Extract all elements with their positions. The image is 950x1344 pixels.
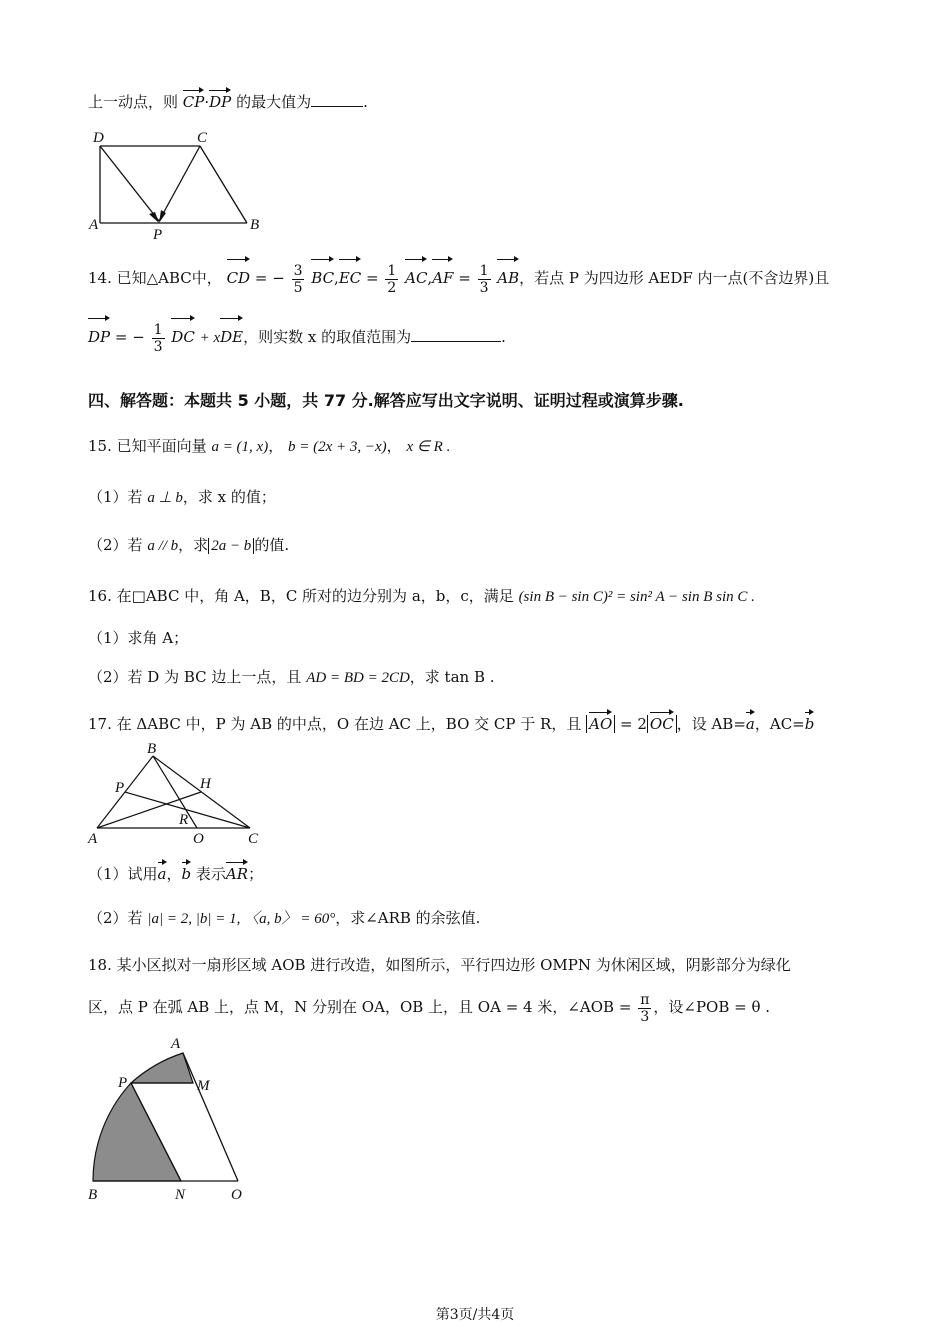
label-c: C: [197, 130, 208, 146]
q15-p2-expr: 2a − b: [208, 538, 254, 554]
frac-num: 1: [153, 321, 163, 338]
q17-text: 在 ΔABC 中，P 为 AB 的中点，O 在边 AC 上，BO 交 CP 于 R，且: [116, 715, 582, 733]
frac-den: 3: [479, 279, 489, 296]
figure-trapezoid: [85, 128, 270, 243]
q15-p2-ask-pre: ，求: [178, 536, 209, 554]
q14-plus: + x: [199, 330, 221, 346]
frac-den: 2: [387, 279, 397, 296]
label-n: N: [175, 1187, 186, 1203]
q17-p1-end: ；: [248, 865, 264, 883]
label-d: D: [93, 130, 104, 146]
frac-pi-3: [638, 992, 651, 1025]
q13-end: .: [363, 93, 368, 111]
page-number: 第3页/共4页: [435, 1307, 515, 1323]
q16-formula: (sin B − sin C)² = sin² A − sin B sin C .: [518, 589, 755, 605]
label-c: C: [248, 831, 259, 847]
q17-part1: [88, 860, 263, 884]
q16-number: 16.: [88, 587, 112, 605]
label-p: P: [153, 227, 163, 243]
label-o: O: [231, 1187, 242, 1203]
q15-a-def: a = (1, x): [211, 439, 269, 455]
q15-p2-ask-post: 的值.: [254, 536, 290, 554]
vector-ao: AO: [589, 710, 612, 734]
q17-part2: [88, 908, 480, 929]
label-m: M: [197, 1078, 210, 1094]
label-a: A: [88, 831, 98, 847]
label-p: P: [118, 1075, 128, 1091]
frac-1-3: [478, 263, 491, 296]
vector-b: b: [182, 860, 192, 884]
answer-blank[interactable]: [311, 92, 363, 107]
q13-suffix: 的最大值为: [236, 93, 312, 111]
q14-eq4: = −: [114, 328, 145, 346]
q16-text: 在□ABC 中，角 A，B，C 所对的边分别为 a，b，c，满足: [116, 587, 514, 605]
q14-cond: ，若点 P 为四边形 AEDF 内一点(不含边界)且: [519, 269, 830, 287]
q18-line2: [88, 990, 770, 1025]
vector-ac: AC: [405, 257, 427, 295]
q14-intro: 已知△ABC中，: [116, 269, 222, 287]
q16-p2-formula: AD = BD = 2CD: [306, 670, 410, 686]
q17-comma: ，AC=: [754, 715, 805, 733]
q18-number: 18.: [88, 956, 112, 974]
frac-3-5: [292, 263, 305, 296]
q14-line2: [88, 316, 506, 355]
figure-sector-aob: [85, 1030, 260, 1210]
q15-p2-label: （2）若: [88, 536, 143, 554]
answer-blank[interactable]: [411, 327, 501, 342]
vector-ar: AR: [226, 860, 248, 884]
label-r: R: [179, 812, 189, 828]
q17-p1-pre: （1）试用: [88, 865, 158, 883]
label-b: B: [88, 1187, 98, 1203]
q14-ask: ，则实数 x 的取值范围为: [243, 328, 412, 346]
vector-a: a: [746, 710, 755, 734]
q15-stem: 15. 已知平面向量 a = (1, x)， b = (2x + 3, −x)， x ∈ R .: [88, 437, 451, 455]
frac-num: π: [640, 991, 650, 1008]
frac-1-3b: [152, 322, 165, 355]
vector-cp: CP: [183, 88, 205, 112]
vector-dp: DP: [88, 316, 110, 354]
q15-p1-ask: ，求 x 的值；: [182, 488, 276, 506]
q18-line1-text: 某小区拟对一扇形区域 AOB 进行改造，如图所示，平行四边形 OMPN 为休闲区域，阴影部分为绿化: [116, 956, 791, 974]
frac-num: 3: [293, 262, 303, 279]
vector-b: b: [805, 710, 815, 734]
q15-p1-cond: a ⊥ b: [147, 490, 183, 506]
frac-1-2: [385, 263, 398, 296]
q17-p1-sep: ，: [166, 865, 182, 883]
q15-p1-label: （1）若: [88, 488, 143, 506]
figure-triangle-abc: [85, 740, 275, 850]
q17-stem: [88, 710, 814, 734]
vector-de: DE: [220, 316, 243, 354]
q14-eq3: =: [458, 269, 471, 287]
label-b: B: [147, 741, 157, 757]
q13-tail-line: [88, 88, 368, 112]
label-o: O: [193, 831, 204, 847]
vector-oc: OC: [650, 710, 674, 734]
q18-line2-post: ，设∠POB = θ .: [653, 998, 771, 1016]
q15-p2-cond: a // b: [147, 538, 179, 554]
vector-ab: AB: [497, 257, 519, 295]
vector-ec: EC: [339, 257, 361, 295]
dot-operator: ·: [204, 93, 210, 111]
label-h: H: [200, 776, 211, 792]
q15-text: 已知平面向量: [116, 437, 207, 455]
frac-den: 3: [640, 1008, 650, 1025]
q17-number: 17.: [88, 715, 112, 733]
frac-num: 1: [479, 262, 489, 279]
q15-part1: [88, 487, 276, 508]
q15-number: 15.: [88, 437, 112, 455]
q17-p1-mid: 表示: [195, 865, 226, 883]
q16-part2: [88, 667, 495, 688]
q14-eq1: = −: [254, 269, 285, 287]
q17-mid: = 2: [620, 715, 647, 733]
vector-af: AF: [432, 257, 453, 295]
label-p: P: [115, 780, 125, 796]
vector-cd: CD: [227, 257, 251, 295]
q15-b-def: b = (2x + 3, −x): [288, 439, 387, 455]
vector-a: a: [158, 860, 167, 884]
vector-dc: DC: [171, 316, 195, 354]
q17-p2-pre: （2）若: [88, 909, 143, 927]
q17-p2-post: ，求∠ARB 的余弦值.: [335, 909, 481, 927]
q16-p2-pre: （2）若 D 为 BC 边上一点，且: [88, 668, 302, 686]
q16-stem: [88, 586, 755, 607]
q16-part1: （1）求角 A；: [88, 629, 189, 647]
label-b: B: [250, 217, 260, 233]
frac-den: 3: [153, 338, 163, 355]
frac-den: 5: [293, 279, 303, 296]
q14-number: 14.: [88, 269, 112, 287]
section-heading: 四、解答题：本题共 5 小题，共 77 分.解答应写出文字说明、证明过程或演算步骤.: [88, 391, 684, 410]
vector-dp: DP: [209, 88, 231, 112]
q14-line1: 14. 已知△ABC中， CD = − $\frac{3}{5}$ BC,EC = $\frac{1}{2}$ AC,AF = $\frac{1}{3}$ AB，若点 P 为四边形 AEDF 内一点(不含边界)且: [88, 257, 829, 296]
vector-bc: BC: [311, 257, 334, 295]
q15-domain: x ∈ R .: [406, 439, 451, 455]
q15-part2: [88, 535, 289, 556]
frac-num: 1: [387, 262, 397, 279]
q17-set: ，设 AB=: [676, 715, 746, 733]
label-a: A: [171, 1036, 181, 1052]
label-a: A: [89, 217, 99, 233]
q17-p2-cond: |a| = 2, |b| = 1, 〈a, b〉 = 60°: [147, 911, 336, 927]
q13-prefix: 上一动点，则: [88, 93, 179, 111]
q16-p2-post: ，求 tan B .: [409, 668, 495, 686]
q14-eq2: =: [366, 269, 379, 287]
q14-end: .: [501, 328, 506, 346]
q18-line2-pre: 区，点 P 在弧 AB 上，点 M，N 分别在 OA，OB 上，且 OA = 4 米，∠AOB =: [88, 998, 632, 1016]
q18-line1: [88, 955, 791, 975]
